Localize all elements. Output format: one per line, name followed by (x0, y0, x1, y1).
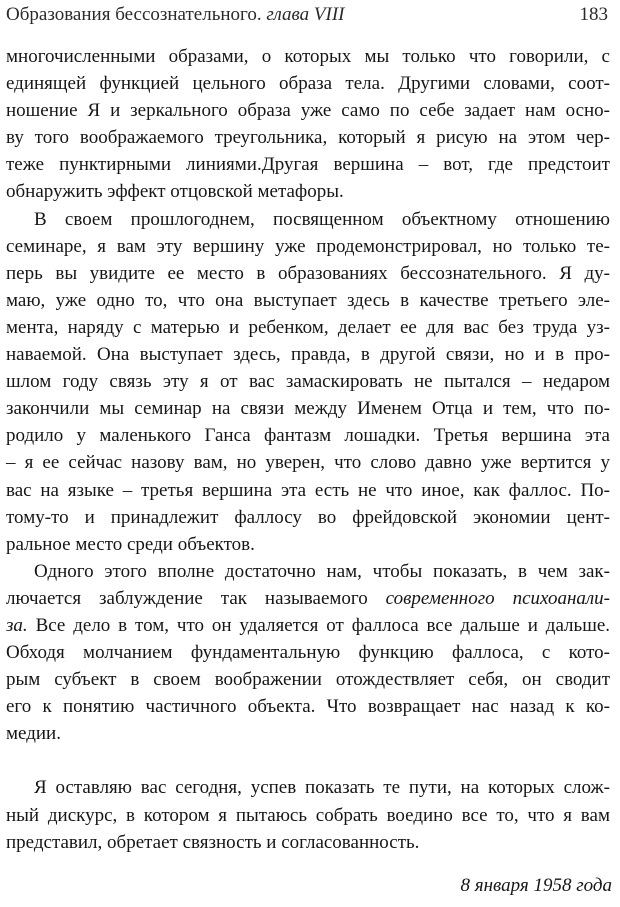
paragraph-gap (6, 747, 610, 774)
text-line: шлом году связь эту я от вас замаскировать не пытался – недаром (6, 371, 610, 393)
text-line: маю, уже одно то, что она выступает здесь в качестве третьего эле- (6, 289, 610, 311)
text-line: тому-то и принадлежит фаллосу во фрейдовской экономии цент- (6, 506, 610, 528)
text-line: за. Все дело в том, что он удаляется от фаллоса все дальше и дальше. (6, 614, 611, 636)
text-line: единящей функцией цельного образа тела. Другими словами, соот- (6, 73, 610, 95)
text-line: обнаружить эффект отцовской метафоры. (6, 181, 344, 203)
paragraph-3 (6, 558, 610, 748)
italic-term-end: за. (6, 614, 28, 636)
text-line: закончили мы семинар на связи между Именем Отца и тем, что по- (6, 398, 610, 420)
text-line: многочисленными образами, о которых мы только что говорили, с (6, 46, 610, 67)
paragraph-2 (6, 206, 610, 558)
running-head-chapter: глава VIII (266, 4, 345, 25)
text-line: рым субъект в своем воображении отождествляет себя, он сводит (6, 669, 610, 691)
lecture-date: 8 января 1958 года (460, 875, 612, 896)
text-line: наваемой. Она выступает здесь, правда, в другой связи, но и в про- (6, 344, 610, 366)
text-line: лючается заблуждение так называемого современного психоанали- (6, 587, 611, 609)
text-line: ношение Я и зеркального образа уже само по себе задает нам осно- (6, 100, 610, 122)
text-line: ный дискурс, в котором я пытаюсь собрать воедино все то, что я вам (6, 804, 610, 826)
text-line: Обходя молчанием фундаментальную функцию фаллоса, с кото- (6, 642, 610, 664)
text-line: Одного этого вполне достаточно нам, чтобы показать, в чем зак- (34, 560, 610, 582)
text-line: родило у маленького Ганса фантазм лошадки. Третья вершина эта (6, 425, 610, 447)
text-line: теже пунктирными линиями.Другая вершина – вот, где предстоит (6, 154, 610, 176)
text-line: семинаре, я вам эту вершину уже продемонстрировал, но только те- (6, 235, 610, 257)
running-head-title: Образования бессознательного. глава VIII (6, 4, 345, 25)
text-line: перь вы увидите ее место в образованиях бессознательного. Я ду- (6, 262, 610, 284)
text-line: ральное место среди объектов. (6, 533, 255, 555)
text-line: ву того воображаемого треугольника, который я рисую на этом чер- (6, 127, 610, 149)
paragraph-4 (6, 774, 610, 855)
italic-term: современного психоанали- (385, 587, 611, 609)
text-line: В своем прошлогоднем, посвященном объектному отношению (34, 208, 610, 230)
text-line: медии. (6, 723, 61, 745)
text-line: – я ее сейчас назову вам, но уверен, что слово давно уже вертится у (6, 452, 610, 474)
page-number: 183 (579, 4, 608, 25)
text-line: представил, обретает связность и согласованность. (6, 831, 420, 853)
body-text (6, 43, 610, 856)
running-head (6, 2, 612, 28)
paragraph-1 (6, 43, 610, 206)
text-line: Я оставляю вас сегодня, успев показать те пути, на которых слож- (34, 777, 610, 799)
text-line: его к понятию частичного объекта. Что возвращает нас назад к ко- (6, 696, 610, 718)
text-line: мента, наряду с матерью и ребенком, делает ее для вас без труда уз- (6, 316, 610, 338)
text-line: вас на языке – третья вершина эта есть не что иное, как фаллос. По- (6, 479, 610, 501)
